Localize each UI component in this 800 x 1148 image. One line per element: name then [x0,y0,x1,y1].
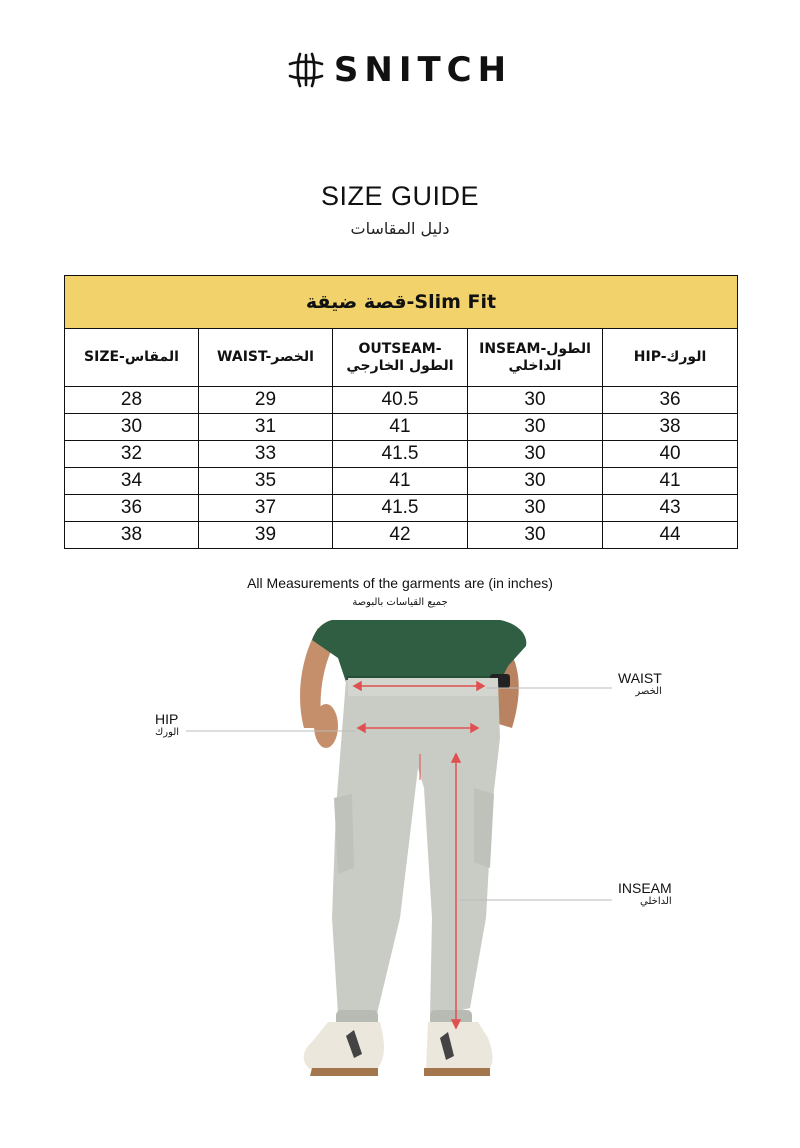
inseam-label-ar: الداخلي [640,896,672,907]
table-cell: 30 [468,387,603,414]
table-cell: 35 [199,468,333,495]
brand-mark-icon [288,52,324,88]
table-cell: 38 [603,414,738,441]
table-cell: 41.5 [333,495,468,522]
column-header-line: الطول الخارجي [346,357,454,374]
table-row [65,468,738,495]
table-row [65,387,738,414]
table-cell: 38 [65,522,199,549]
fit-header-row [65,276,738,329]
table-cell: 30 [65,414,199,441]
table-cell: 41 [333,414,468,441]
table-cell: 31 [199,414,333,441]
page-title: SIZE GUIDE [320,181,480,211]
column-header-row [65,329,738,387]
table-cell: 44 [603,522,738,549]
column-header-line: OUTSEAM- [358,340,442,357]
table-cell: 30 [468,495,603,522]
table-cell: 43 [603,495,738,522]
table-row [65,522,738,549]
inseam-label-en: INSEAM [618,880,672,896]
table-row [65,441,738,468]
column-header-line: INSEAM-الطول [479,340,591,357]
size-table [64,275,738,549]
waist-label [618,670,662,697]
model-illustration [0,618,800,1118]
model-figure [0,618,800,1118]
column-header-line: HIP-الورك [633,349,707,365]
table-cell: 42 [333,522,468,549]
hip-label-ar: الورك [155,727,180,738]
table-cell: 30 [468,441,603,468]
column-header-hip [603,329,738,387]
table-cell: 41.5 [333,441,468,468]
table-cell: 30 [468,522,603,549]
table-cell: 28 [65,387,199,414]
table-cell: 30 [468,414,603,441]
page-title-arabic: دليل المقاسات [350,219,450,238]
table-cell: 34 [65,468,199,495]
table-cell: 36 [65,495,199,522]
fit-title: Slim Fit-قصة ضيقة [65,276,738,329]
measurement-note: All Measurements of the garments are (in inches) [247,575,553,591]
column-header-inseam [468,329,603,387]
column-header-waist [199,329,333,387]
table-row [65,495,738,522]
table-cell: 40.5 [333,387,468,414]
hip-label-en: HIP [155,711,179,727]
waist-label-ar: الخصر [635,686,662,697]
hip-label [155,711,179,738]
column-header-line: SIZE-المقاس [84,349,179,365]
table-cell: 41 [603,468,738,495]
brand-name: SNITCH [333,50,513,90]
table-cell: 39 [199,522,333,549]
measurement-note-arabic: جميع القياسات بالبوصة [352,597,448,608]
waist-label-en: WAIST [618,670,662,686]
table-cell: 40 [603,441,738,468]
table-cell: 29 [199,387,333,414]
table-cell: 33 [199,441,333,468]
column-header-outseam [333,329,468,387]
column-header-line: WAIST-الخصر [217,349,314,365]
table-cell: 32 [65,441,199,468]
table-cell: 30 [468,468,603,495]
table-cell: 37 [199,495,333,522]
table-row [65,414,738,441]
column-header-size [65,329,199,387]
brand-logo [0,50,800,90]
column-header-line: الداخلي [508,357,562,374]
inseam-label [618,880,672,907]
table-cell: 41 [333,468,468,495]
table-cell: 36 [603,387,738,414]
